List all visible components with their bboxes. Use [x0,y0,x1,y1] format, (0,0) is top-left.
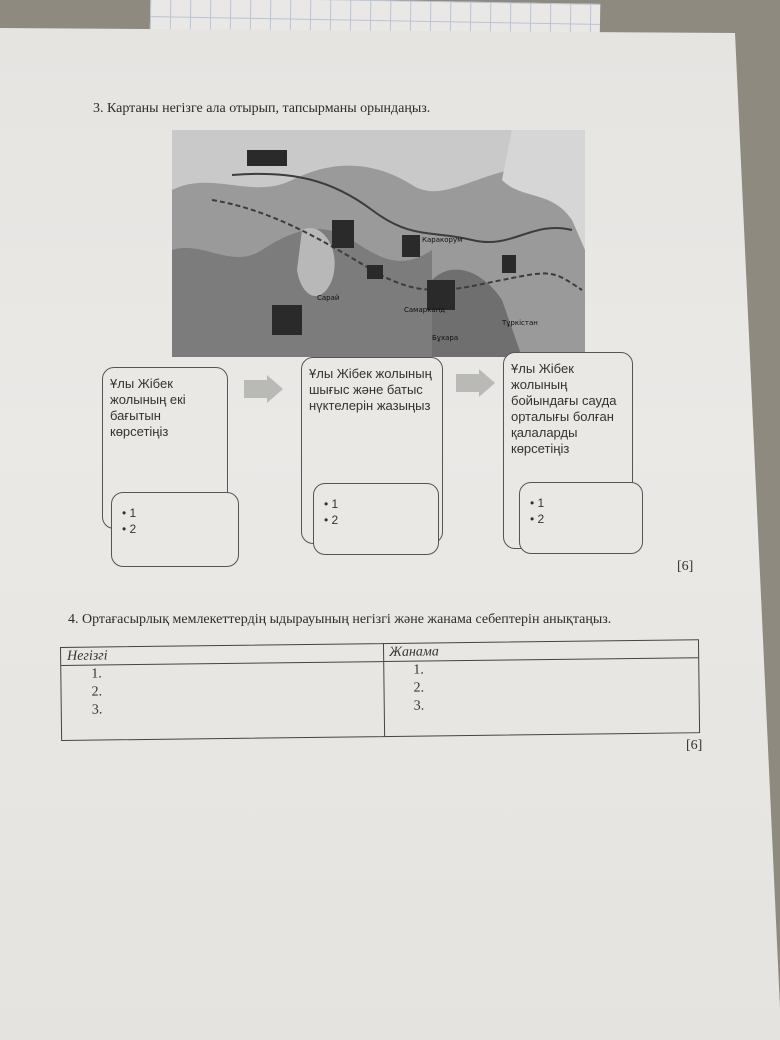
answer-box-endpoints[interactable] [313,483,439,555]
answer-bullet-2: • 2 [324,512,338,528]
answer-bullet-2: • 2 [122,521,136,537]
task-box-endpoints-text: Ұлы Жібек жолының шығыс және батыс нүктелерін жазыңыз [309,366,432,413]
causes-indirect-column [383,640,699,736]
answer-bullet-1: • 1 [530,495,544,511]
causes-main-row[interactable]: 2. [91,684,103,700]
map-label-3: Самарканд [404,306,446,314]
causes-indirect-row[interactable]: 3. [413,698,425,714]
causes-main-column [61,644,385,740]
map-label-4: Бұхара [432,334,459,342]
answer-box-directions[interactable] [111,492,239,567]
causes-indirect-row[interactable]: 2. [413,680,425,696]
silk-road-map [172,130,585,357]
causes-main-header: Негізгі [67,648,108,664]
task-box-trade-cities-text: Ұлы Жібек жолының бойындағы сауда орталығы болған қалаларды көрсетіңіз [511,361,617,456]
question-4-title: 4. Ортағасырлық мемлекеттердің ыдырауының негізгі және жанама себептерін анықтаңыз. [68,612,612,627]
causes-main-row[interactable]: 3. [91,702,103,718]
answer-bullet-2: • 2 [530,511,544,527]
answer-box-trade-cities[interactable] [519,482,643,554]
causes-indirect-row[interactable]: 1. [413,662,424,678]
question-4-marks: [6] [686,738,703,753]
answer-bullet-1: • 1 [122,505,136,521]
map-label-1: Каракорум [422,236,463,244]
answer-bullet-1: • 1 [324,496,338,512]
causes-table [60,639,700,741]
question-3-marks: [6] [677,559,694,574]
causes-main-row[interactable]: 1. [91,666,102,682]
question-3-title: 3. Картаны негізге ала отырып, тапсырманы орындаңыз. [93,101,431,116]
map-label-2: Сарай [317,294,340,302]
map-label-5: Тұркістан [502,319,538,327]
causes-indirect-header: Жанама [388,644,439,660]
task-box-directions-text: Ұлы Жібек жолының екі бағытын көрсетіңіз [110,376,186,439]
